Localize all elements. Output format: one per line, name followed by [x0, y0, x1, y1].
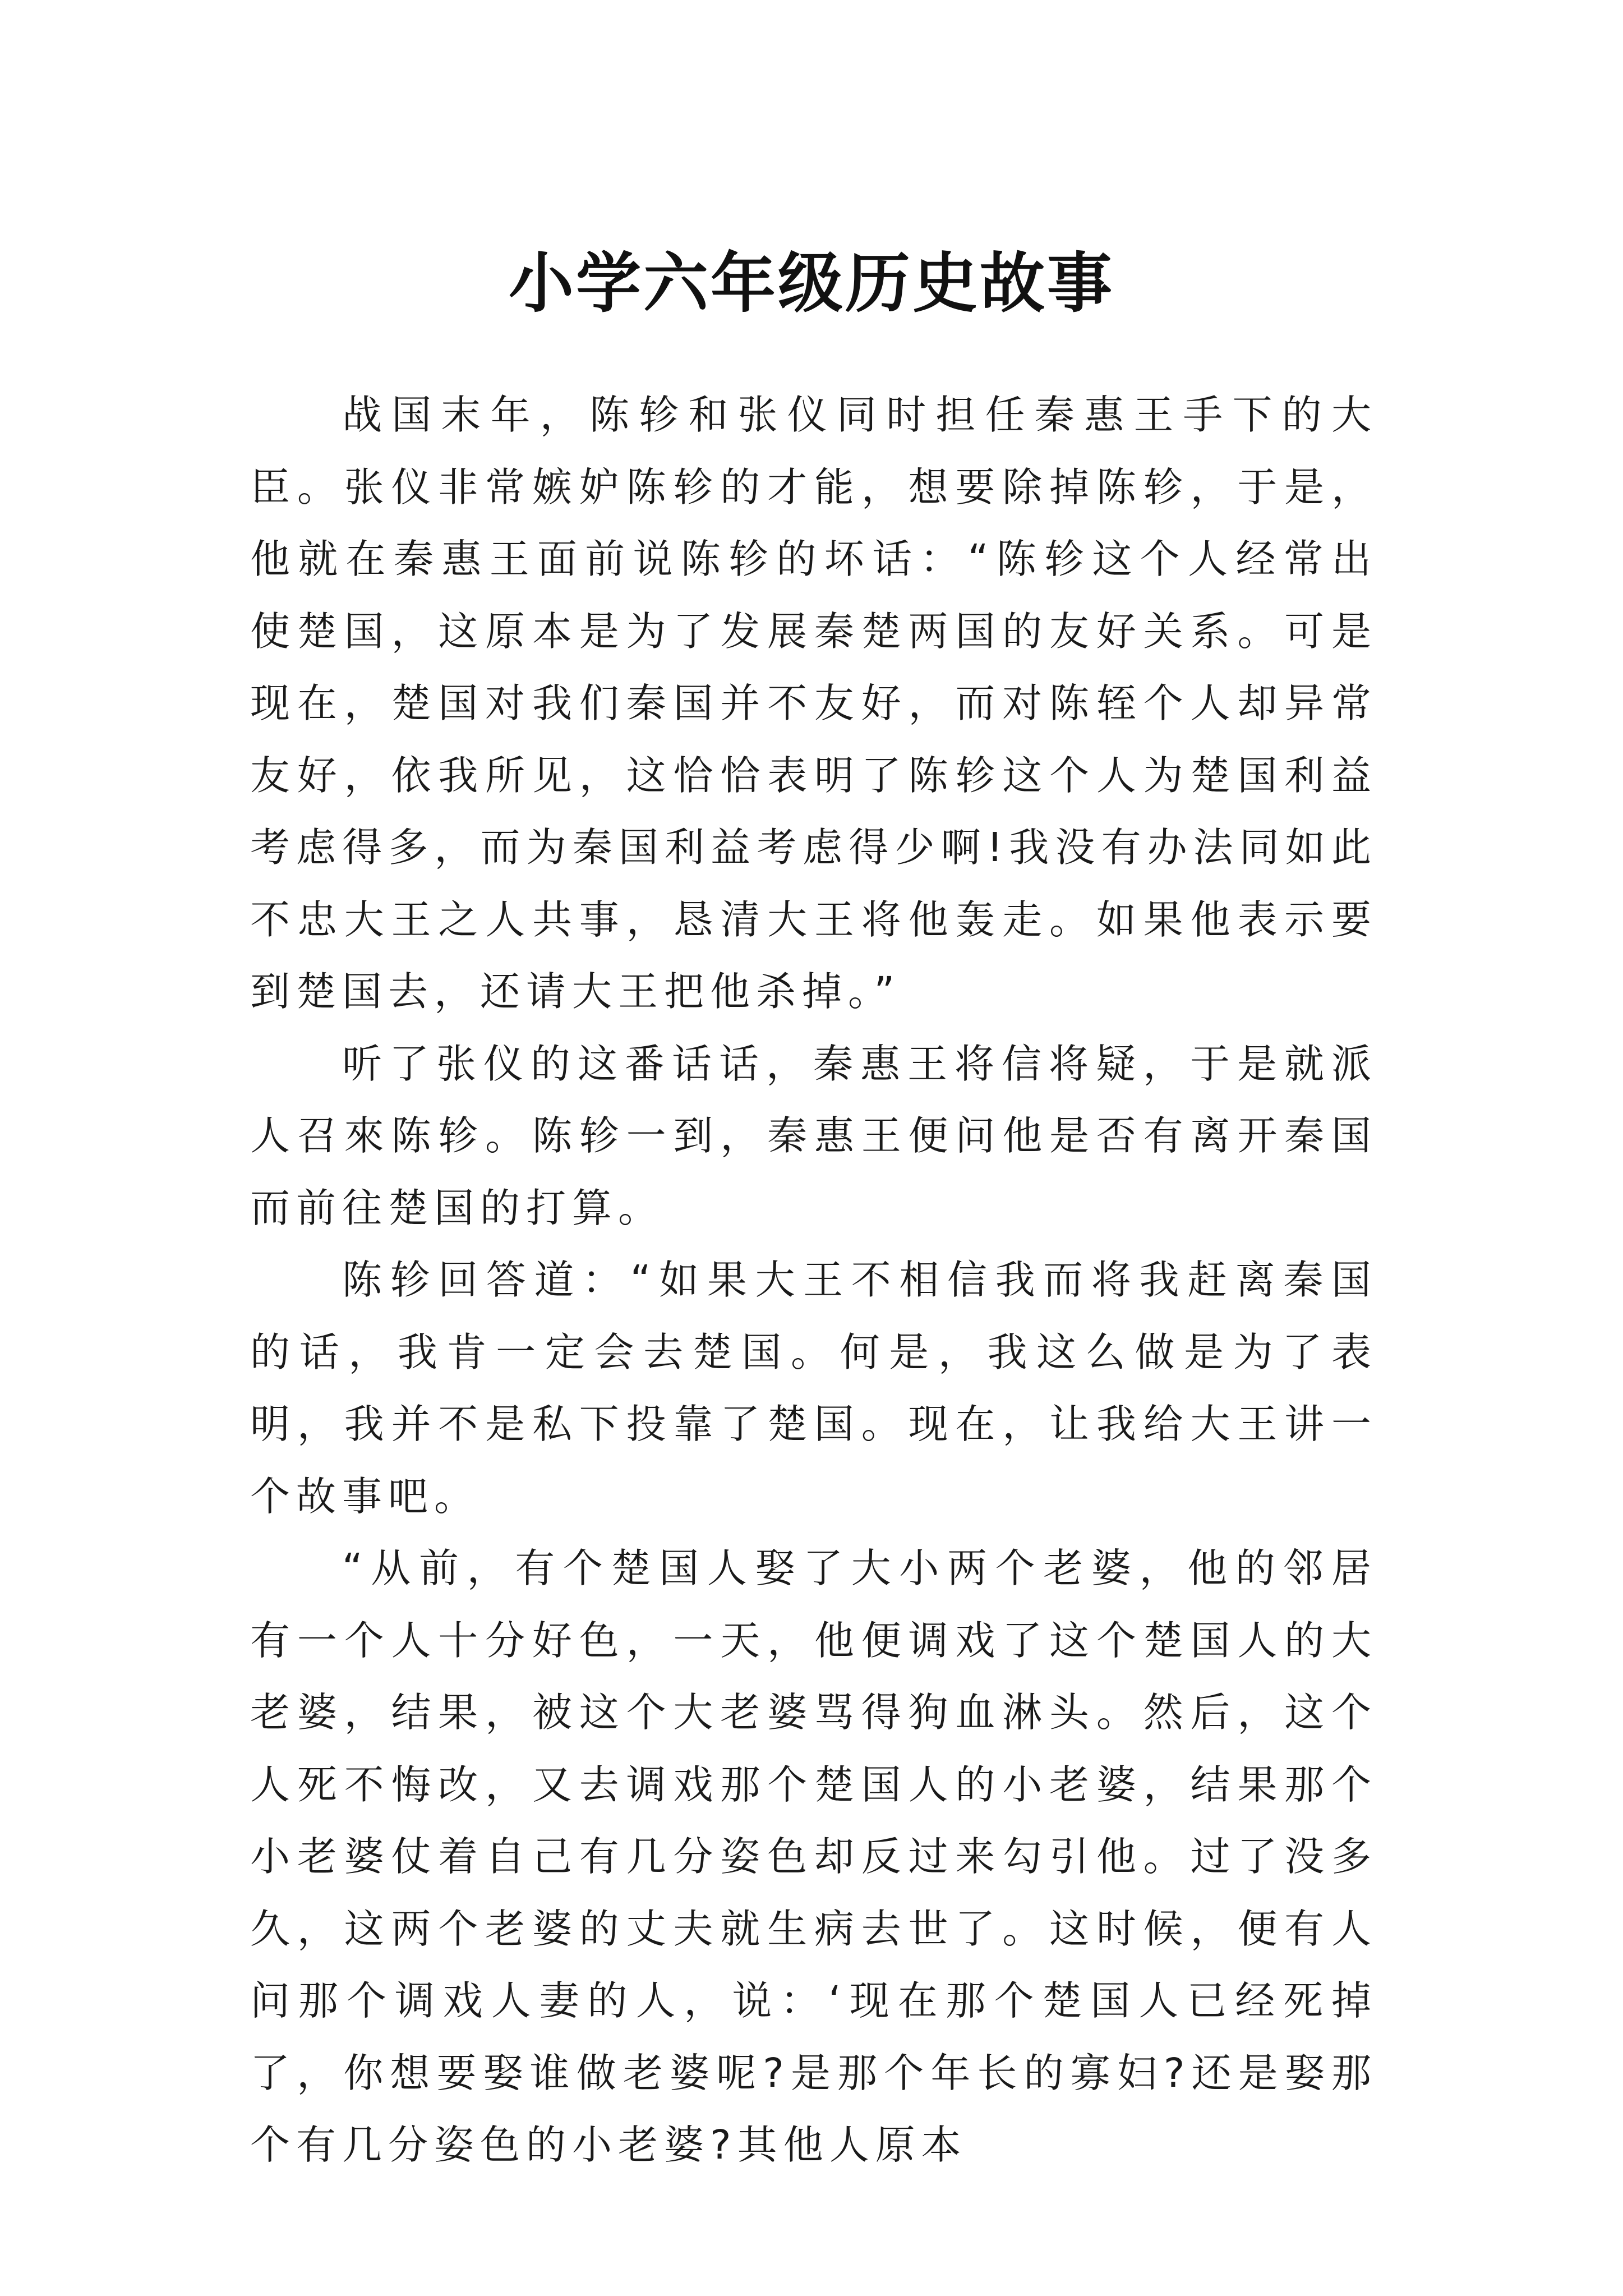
document-body	[250, 379, 1377, 2182]
paragraph: 陈轸回答道：“如果大王不相信我而将我赶离秦国的话，我肯一定会去楚国。何是，我这么做是为了表明，我并不是私下投靠了楚国。现在，让我给大王讲一个故事吧。	[250, 1257, 1377, 1520]
paragraph: “从前，有个楚国人娶了大小两个老婆，他的邻居有一个人十分好色，一天，他便调戏了这个楚国人的大老婆，结果，被这个大老婆骂得狗血淋头。然后，这个人死不悔改，又去调戏那个楚国人的小老婆，结果那个小老婆仗着自己有几分姿色却反过来勾引他。过了没多久，这两个老婆的丈夫就生病去世了。这时候，便有人问那个调戏人妻的人，说：‘现在那个楚国人已经死掉了，你想要娶谁做老婆呢?是那个年长的寡妇?还是娶那个有几分姿色的小老婆?其他人原本	[250, 1545, 1377, 2168]
document-title: 小学六年级历史故事	[509, 245, 1114, 321]
paragraph: 战国末年，陈轸和张仪同时担任秦惠王手下的大臣。张仪非常嫉妒陈轸的才能，想要除掉陈轸，于是，他就在秦惠王面前说陈轸的坏话：“陈轸这个人经常出使楚国，这原本是为了发展秦楚两国的友好关系。可是现在，楚国对我们秦国并不友好，而对陈轾个人却异常友好，依我所见，这恰恰表明了陈轸这个人为楚国利益考虑得多，而为秦国利益考虑得少啊!我没有办法同如此不忠大王之人共事，恳清大王将他轰走。如果他表示要到楚国去，还请大王把他杀掉。”	[250, 392, 1377, 1015]
paragraph: 听了张仪的这番话话，秦惠王将信将疑，于是就派人召來陈轸。陈轸一到，秦惠王便问他是否有离开秦国而前往楚国的打算。	[250, 1040, 1377, 1231]
